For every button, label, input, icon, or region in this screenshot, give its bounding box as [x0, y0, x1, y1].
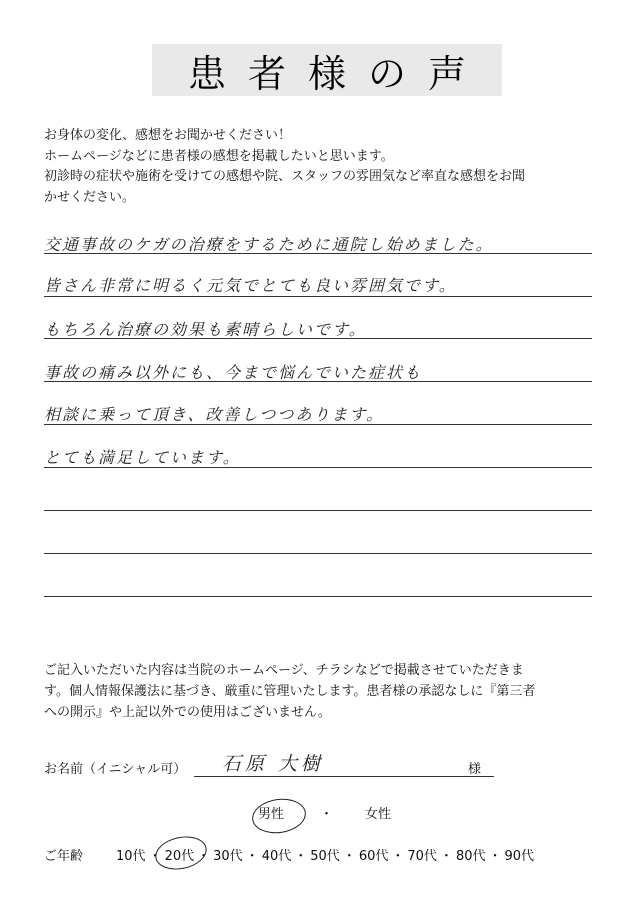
writing-rule — [44, 467, 592, 468]
writing-rule — [44, 296, 592, 297]
handwritten-line: 皆さん非常に明るく元気でとても良い雰囲気です。 — [44, 276, 457, 295]
age-separator: ・ — [197, 849, 211, 864]
name-field-row — [44, 753, 494, 779]
age-separator: ・ — [439, 849, 453, 864]
age-separator: ・ — [245, 849, 259, 864]
handwritten-line: もちろん治療の効果も素晴らしいです。 — [44, 320, 367, 339]
writing-rule — [44, 338, 592, 339]
gender-male-label: 男性 — [258, 807, 285, 822]
intro-text — [44, 126, 592, 208]
name-suffix: 様 — [468, 762, 482, 777]
age-option: 60代 — [358, 849, 389, 864]
age-label: ご年齢 — [44, 849, 84, 864]
handwritten-line: とても満足しています。 — [44, 448, 241, 467]
selection-circle — [152, 832, 210, 874]
handwritten-line: 事故の痛み以外にも、今まで悩んでいた症状も — [44, 363, 423, 382]
age-row — [44, 842, 604, 868]
gender-option-female: 女性 — [365, 807, 392, 822]
age-option-selected — [165, 845, 195, 864]
age-option: 70代 — [407, 849, 437, 864]
age-options — [116, 845, 534, 864]
selection-circle — [250, 795, 308, 836]
notice-line: す。個人情報保護法に基づき、厳重に管理いたします。患者様の承認なしに『第三者 — [44, 684, 536, 699]
age-option: 90代 — [504, 849, 535, 864]
age-option: 30代 — [213, 849, 243, 864]
title-banner — [152, 44, 502, 96]
handwritten-line: 相談に乗って頂き、改善しつつあります。 — [44, 405, 385, 424]
writing-rule — [44, 510, 592, 511]
gender-row — [250, 797, 450, 823]
intro-line: かせください。 — [44, 189, 136, 205]
name-underline — [194, 776, 494, 777]
age-option: 80代 — [455, 849, 486, 864]
privacy-notice — [44, 660, 594, 723]
handwritten-line: 交通事故のケガの治療をするために通院し始めました。 — [44, 235, 494, 254]
intro-line: 初診時の症状や施術を受けての感想や院、スタッフの雰囲気など率直な感想をお聞 — [44, 169, 526, 184]
writing-rule — [44, 381, 592, 382]
age-option: 50代 — [310, 849, 340, 864]
age-separator: ・ — [294, 849, 308, 864]
writing-rule — [44, 253, 592, 254]
age-separator: ・ — [342, 849, 356, 864]
gender-separator: ・ — [320, 807, 334, 822]
page-title: 患者様の声 — [187, 51, 488, 96]
age-option: 40代 — [261, 849, 292, 864]
notice-line: への開示』や上記以外での使用はございません。 — [44, 705, 331, 720]
notice-line: ご記入いただいた内容は当院のホームページ、チラシなどで掲載させていただきま — [44, 663, 524, 678]
writing-rule — [44, 596, 592, 597]
writing-rule — [44, 553, 592, 554]
gender-option-male — [258, 803, 284, 822]
age-separator: ・ — [488, 849, 502, 864]
age-option: 20代 — [164, 849, 195, 864]
age-separator: ・ — [391, 849, 405, 864]
name-label: お名前（イニシャル可） — [44, 762, 187, 777]
age-option: 10代 — [116, 849, 146, 864]
intro-line: ホームページなどに患者様の感想を掲載したいと思います。 — [44, 148, 394, 164]
age-separator: ・ — [148, 849, 162, 864]
writing-rule — [44, 424, 592, 425]
intro-line: お身体の変化、感想をお聞かせください！ — [44, 128, 292, 143]
name-value: 石原 大樹 — [222, 753, 325, 775]
